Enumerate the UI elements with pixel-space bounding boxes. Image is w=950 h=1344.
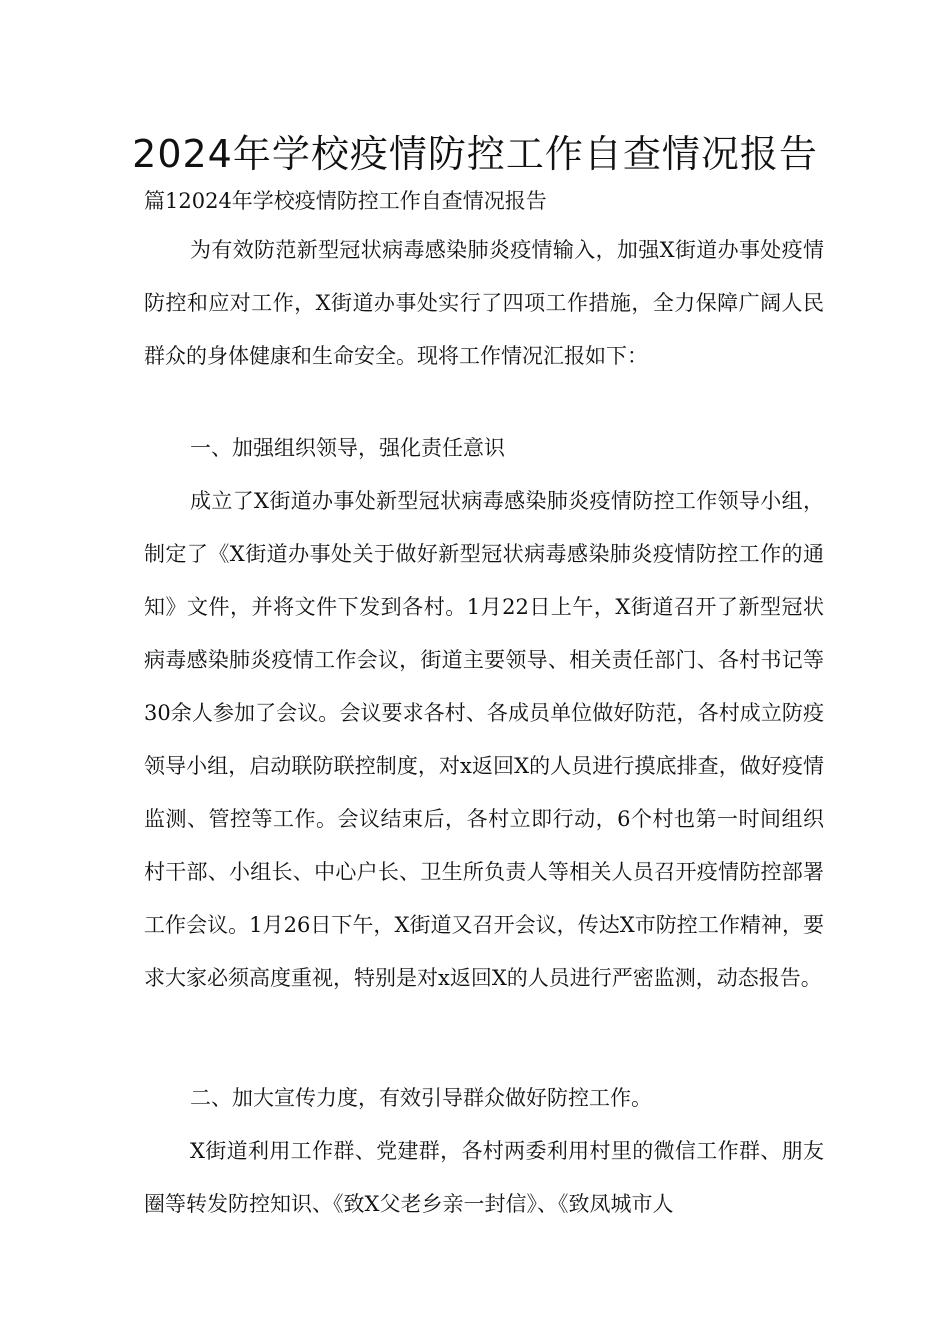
section-heading-1: 一、加强组织领导，强化责任意识	[190, 436, 505, 460]
document-title: 2024年学校疫情防控工作自查情况报告	[132, 132, 818, 176]
section-heading-2: 二、加大宣传力度，有效引导群众做好防控工作。	[190, 1086, 652, 1110]
paragraph-intro: 为有效防范新型冠状病毒感染肺炎疫情输入，加强X街道办事处疫情防控和应对工作，X街道办事处实行了四项工作措施，全力保障广阔人民群众的身体健康和生命安全。现将工作情况汇报如下：	[144, 238, 824, 368]
paragraph-section-2: X街道利用工作群、党建群，各村两委利用村里的微信工作群、朋友圈等转发防控知识、《致X父老乡亲一封信》、《致凤城市人	[144, 1139, 824, 1216]
document-subtitle: 篇12024年学校疫情防控工作自查情况报告	[144, 189, 547, 213]
paragraph-section-1: 成立了X街道办事处新型冠状病毒感染肺炎疫情防控工作领导小组，制定了《X街道办事处关于做好新型冠状病毒感染肺炎疫情防控工作的通知》文件，并将文件下发到各村。1月22日上午，X街道召开了新型冠状病毒感染肺炎疫情工作会议，街道主要领导、相关责任部门、各村书记等30余人参加了会议。会议要求各村、各成员单位做好防范，各村成立防疫领导小组，启动联防联控制度，对x返回X的人员进行摸底排查，做好疫情监测、管控等工作。会议结束后，各村立即行动，6个村也第一时间组织村干部、小组长、中心户长、卫生所负责人等相关人员召开疫情防控部署工作会议。1月26日下午，X街道又召开会议，传达X市防控工作精神，要求大家必须高度重视，特别是对x返回X的人员进行严密监测，动态报告。	[144, 489, 824, 990]
